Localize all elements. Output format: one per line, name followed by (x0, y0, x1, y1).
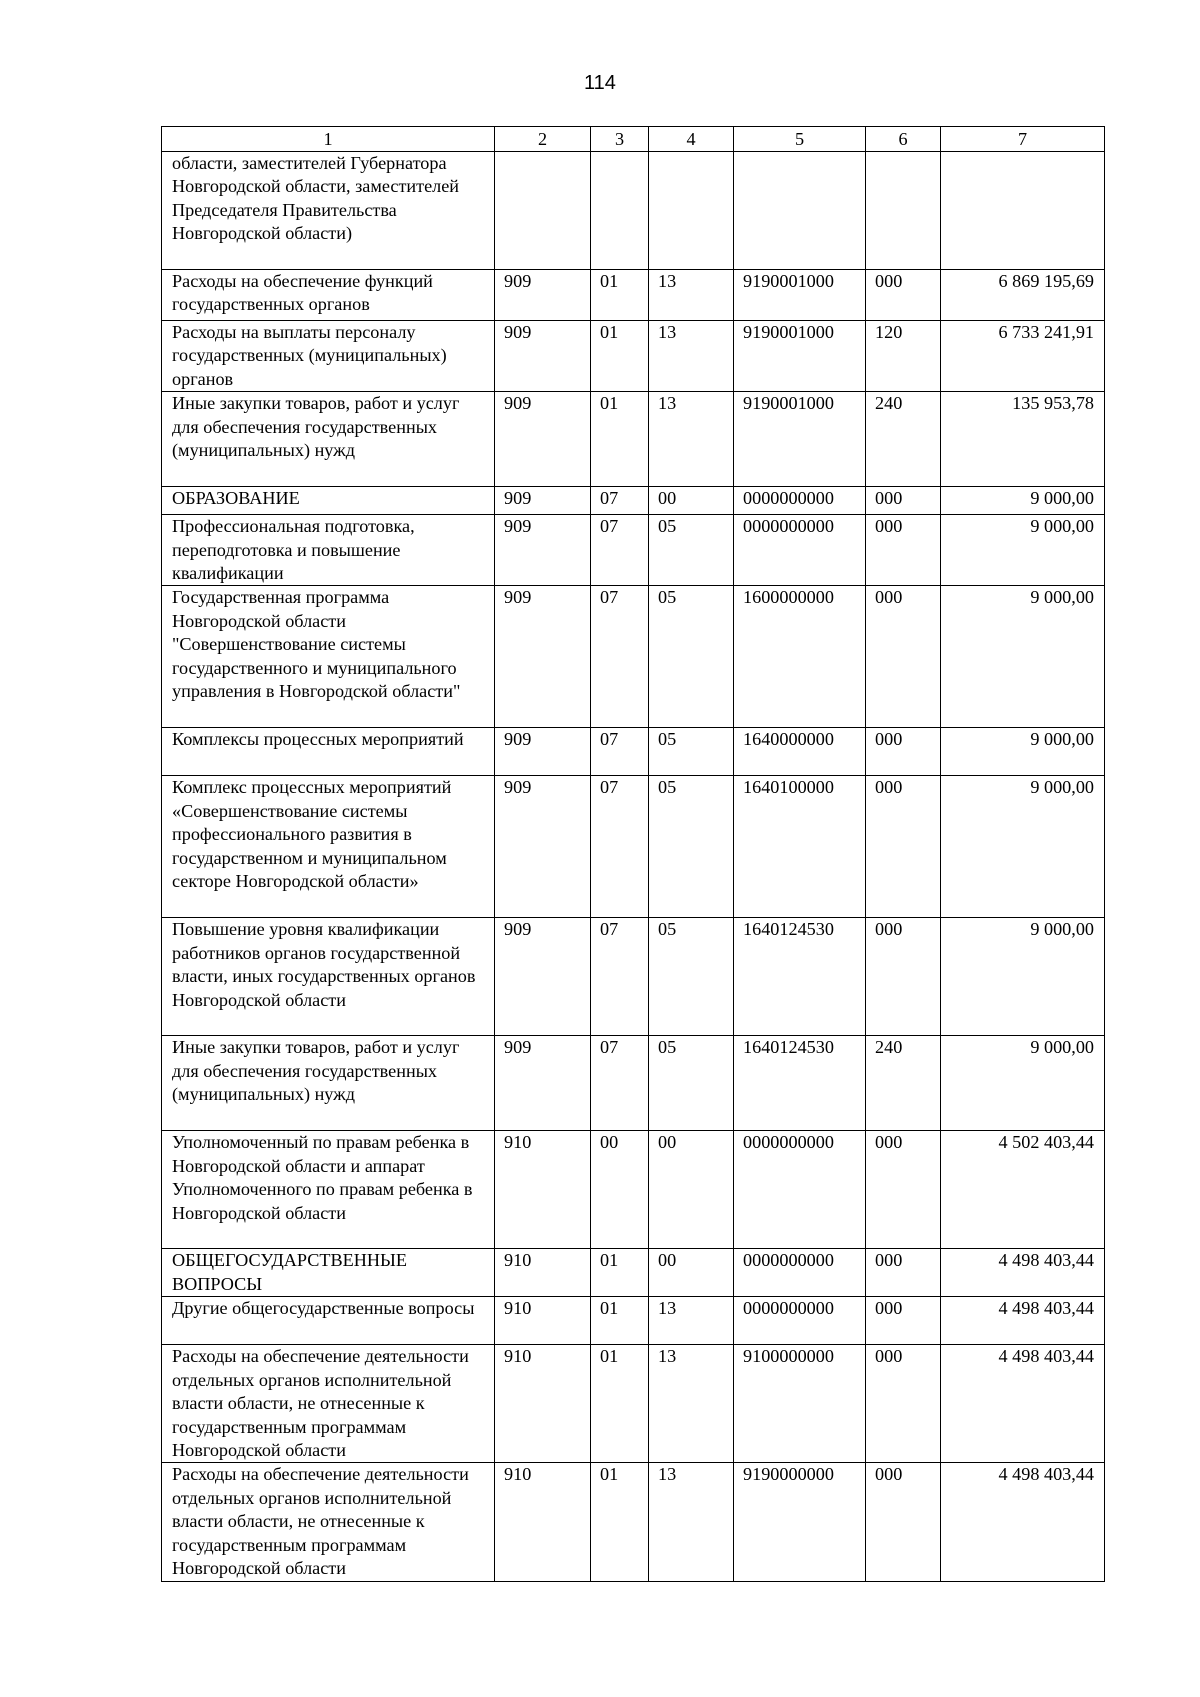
razdel-cell: 07 (591, 515, 649, 586)
table-row (162, 586, 1105, 728)
vr-cell: 000 (866, 1297, 941, 1345)
row-name-cell: Профессиональная подготовка, переподготовка и повышение квалификации (162, 515, 495, 586)
table-row (162, 152, 1105, 270)
sum-cell: 9 000,00 (941, 515, 1105, 586)
glava-cell: 909 (495, 270, 591, 321)
budget-table (161, 126, 1105, 1582)
table-row (162, 1036, 1105, 1131)
table-row (162, 728, 1105, 776)
podrazdel-cell: 13 (649, 1463, 734, 1581)
podrazdel-cell: 00 (649, 1249, 734, 1297)
sum-cell: 135 953,78 (941, 392, 1105, 487)
glava-cell: 909 (495, 728, 591, 776)
razdel-cell: 01 (591, 1297, 649, 1345)
podrazdel-cell: 05 (649, 918, 734, 1036)
podrazdel-cell (649, 152, 734, 270)
glava-cell: 909 (495, 392, 591, 487)
csr-cell: 1640100000 (734, 776, 866, 918)
row-name-cell: Другие общегосударственные вопросы (162, 1297, 495, 1345)
vr-cell: 240 (866, 392, 941, 487)
glava-cell (495, 152, 591, 270)
razdel-cell: 00 (591, 1131, 649, 1249)
sum-cell: 4 498 403,44 (941, 1463, 1105, 1581)
sum-cell: 9 000,00 (941, 487, 1105, 515)
razdel-cell: 07 (591, 918, 649, 1036)
podrazdel-cell: 13 (649, 1345, 734, 1463)
table-row (162, 1131, 1105, 1249)
podrazdel-cell: 00 (649, 487, 734, 515)
razdel-cell: 07 (591, 1036, 649, 1131)
csr-cell: 0000000000 (734, 487, 866, 515)
csr-cell: 0000000000 (734, 515, 866, 586)
row-name-cell: ОБРАЗОВАНИЕ (162, 487, 495, 515)
sum-cell (941, 152, 1105, 270)
podrazdel-cell: 13 (649, 270, 734, 321)
table-row (162, 515, 1105, 586)
glava-cell: 909 (495, 487, 591, 515)
podrazdel-cell: 05 (649, 728, 734, 776)
column-header: 5 (734, 127, 866, 152)
vr-cell: 000 (866, 918, 941, 1036)
sum-cell: 4 498 403,44 (941, 1249, 1105, 1297)
row-name-cell: Комплекс процессных мероприятий «Совершенствование системы профессионального развития в государственном и муниципальном секторе Новгородской области» (162, 776, 495, 918)
vr-cell: 000 (866, 487, 941, 515)
csr-cell: 0000000000 (734, 1249, 866, 1297)
sum-cell: 4 498 403,44 (941, 1297, 1105, 1345)
vr-cell: 000 (866, 270, 941, 321)
vr-cell: 000 (866, 1463, 941, 1581)
razdel-cell: 07 (591, 487, 649, 515)
vr-cell: 000 (866, 586, 941, 728)
table-row (162, 487, 1105, 515)
row-name-cell: области, заместителей Губернатора Новгородской области, заместителей Председателя Правительства Новгородской области) (162, 152, 495, 270)
glava-cell: 910 (495, 1297, 591, 1345)
column-header: 3 (591, 127, 649, 152)
csr-cell: 1640124530 (734, 1036, 866, 1131)
glava-cell: 910 (495, 1249, 591, 1297)
glava-cell: 909 (495, 1036, 591, 1131)
column-header: 6 (866, 127, 941, 152)
razdel-cell: 01 (591, 1463, 649, 1581)
table-row (162, 776, 1105, 918)
sum-cell: 9 000,00 (941, 1036, 1105, 1131)
vr-cell: 240 (866, 1036, 941, 1131)
vr-cell (866, 152, 941, 270)
csr-cell: 9190001000 (734, 392, 866, 487)
podrazdel-cell: 05 (649, 586, 734, 728)
table-row (162, 1345, 1105, 1463)
row-name-cell: Повышение уровня квалификации работников органов государственной власти, иных государственных органов Новгородской области (162, 918, 495, 1036)
razdel-cell: 01 (591, 1345, 649, 1463)
razdel-cell: 01 (591, 1249, 649, 1297)
table-row (162, 321, 1105, 392)
row-name-cell: Комплексы процессных мероприятий (162, 728, 495, 776)
csr-cell: 9190000000 (734, 1463, 866, 1581)
podrazdel-cell: 05 (649, 776, 734, 918)
glava-cell: 909 (495, 586, 591, 728)
sum-cell: 9 000,00 (941, 586, 1105, 728)
table-row (162, 1297, 1105, 1345)
vr-cell: 000 (866, 728, 941, 776)
razdel-cell: 01 (591, 392, 649, 487)
glava-cell: 909 (495, 321, 591, 392)
glava-cell: 910 (495, 1131, 591, 1249)
column-header: 4 (649, 127, 734, 152)
razdel-cell (591, 152, 649, 270)
sum-cell: 4 498 403,44 (941, 1345, 1105, 1463)
csr-cell (734, 152, 866, 270)
sum-cell: 6 733 241,91 (941, 321, 1105, 392)
razdel-cell: 01 (591, 270, 649, 321)
razdel-cell: 07 (591, 586, 649, 728)
vr-cell: 000 (866, 1249, 941, 1297)
glava-cell: 909 (495, 918, 591, 1036)
csr-cell: 9190001000 (734, 321, 866, 392)
razdel-cell: 07 (591, 776, 649, 918)
vr-cell: 000 (866, 1345, 941, 1463)
csr-cell: 1600000000 (734, 586, 866, 728)
podrazdel-cell: 13 (649, 321, 734, 392)
table-row (162, 1249, 1105, 1297)
table-row (162, 1463, 1105, 1581)
row-name-cell: Расходы на обеспечение деятельности отдельных органов исполнительной власти области, не отнесенные к государственным программам Новгородской области (162, 1345, 495, 1463)
table-row (162, 270, 1105, 321)
glava-cell: 909 (495, 776, 591, 918)
row-name-cell: ОБЩЕГОСУДАРСТВЕННЫЕ ВОПРОСЫ (162, 1249, 495, 1297)
vr-cell: 120 (866, 321, 941, 392)
table-row (162, 392, 1105, 487)
table-header-row (162, 127, 1105, 152)
row-name-cell: Расходы на выплаты персоналу государственных (муниципальных) органов (162, 321, 495, 392)
csr-cell: 9190001000 (734, 270, 866, 321)
csr-cell: 0000000000 (734, 1131, 866, 1249)
csr-cell: 1640000000 (734, 728, 866, 776)
row-name-cell: Иные закупки товаров, работ и услуг для обеспечения государственных (муниципальных) нужд (162, 392, 495, 487)
vr-cell: 000 (866, 515, 941, 586)
row-name-cell: Уполномоченный по правам ребенка в Новгородской области и аппарат Уполномоченного по правам ребенка в Новгородской области (162, 1131, 495, 1249)
sum-cell: 4 502 403,44 (941, 1131, 1105, 1249)
row-name-cell: Государственная программа Новгородской области "Совершенствование системы государственного и муниципального управления в Новгородской области" (162, 586, 495, 728)
razdel-cell: 01 (591, 321, 649, 392)
podrazdel-cell: 13 (649, 1297, 734, 1345)
csr-cell: 1640124530 (734, 918, 866, 1036)
podrazdel-cell: 00 (649, 1131, 734, 1249)
row-name-cell: Расходы на обеспечение функций государственных органов (162, 270, 495, 321)
sum-cell: 9 000,00 (941, 776, 1105, 918)
sum-cell: 9 000,00 (941, 918, 1105, 1036)
row-name-cell: Иные закупки товаров, работ и услуг для обеспечения государственных (муниципальных) нужд (162, 1036, 495, 1131)
column-header: 2 (495, 127, 591, 152)
vr-cell: 000 (866, 1131, 941, 1249)
column-header: 7 (941, 127, 1105, 152)
glava-cell: 910 (495, 1463, 591, 1581)
table-row (162, 918, 1105, 1036)
razdel-cell: 07 (591, 728, 649, 776)
row-name-cell: Расходы на обеспечение деятельности отдельных органов исполнительной власти области, не отнесенные к государственным программам Новгородской области (162, 1463, 495, 1581)
page-number: 114 (584, 72, 616, 94)
podrazdel-cell: 05 (649, 515, 734, 586)
glava-cell: 909 (495, 515, 591, 586)
vr-cell: 000 (866, 776, 941, 918)
csr-cell: 9100000000 (734, 1345, 866, 1463)
podrazdel-cell: 13 (649, 392, 734, 487)
glava-cell: 910 (495, 1345, 591, 1463)
podrazdel-cell: 05 (649, 1036, 734, 1131)
sum-cell: 6 869 195,69 (941, 270, 1105, 321)
csr-cell: 0000000000 (734, 1297, 866, 1345)
column-header: 1 (162, 127, 495, 152)
sum-cell: 9 000,00 (941, 728, 1105, 776)
